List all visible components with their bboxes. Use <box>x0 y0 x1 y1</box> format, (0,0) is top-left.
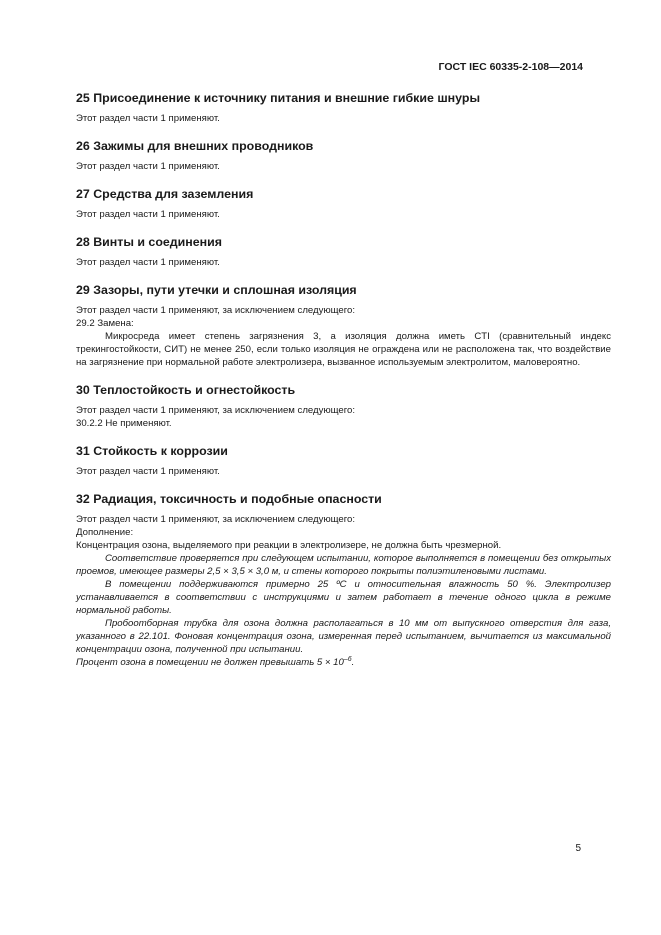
section-28 <box>76 234 582 269</box>
section-32 <box>76 491 611 669</box>
section-text: Этот раздел части 1 применяют. <box>76 257 220 268</box>
section-intro: Этот раздел части 1 применяют, за исключением следующего: <box>76 514 356 525</box>
document-content <box>76 90 611 682</box>
section-text: Этот раздел части 1 применяют. <box>76 209 220 220</box>
subclause-label: 29.2 Замена: <box>76 318 134 329</box>
subclause-label: 30.2.2 Не применяют. <box>76 418 172 429</box>
compliance-text: Соответствие проверяется при следующем испытании, которое выполняется в помещении без открытых проемов, имеющее размеры 2,5 × 3,5 × 3,0 м, и стены которого покрыты полиэтиленовыми листами. <box>76 553 611 577</box>
section-heading: 28 Винты и соединения <box>76 235 222 249</box>
section-27 <box>76 186 582 221</box>
section-heading: 31 Стойкость к коррозии <box>76 444 228 458</box>
section-intro: Этот раздел части 1 применяют, за исключением следующего: <box>76 305 356 316</box>
requirement-text: Концентрация озона, выделяемого при реакции в электролизере, не должна быть чрезмерной. <box>76 540 502 551</box>
section-30 <box>76 382 582 430</box>
limit-text <box>76 656 582 669</box>
section-intro: Этот раздел части 1 применяют, за исключением следующего: <box>76 405 356 416</box>
sampling-text: Пробоотборная трубка для озона должна располагаться в 10 мм от выпускного отверстия для газа, указанного в 22.101. Фоновая концентрация озона, измеренная перед испытанием, вычитается из максимальной концентрации озона, полученной при испытании. <box>76 618 611 655</box>
limit-text-end: . <box>351 657 355 668</box>
test-conditions-text: В помещении поддерживаются примерно 25 ºС и относительная влажность 50 %. Электролизер устанавливается в соответствии с инструкциями и затем работает в течение одного цикла в режиме нормальной работы. <box>76 579 611 616</box>
limit-text-main: Процент озона в помещении не должен превышать 5 × 10 <box>76 657 344 668</box>
section-heading: 29 Зазоры, пути утечки и сплошная изоляция <box>76 283 357 297</box>
section-heading: 26 Зажимы для внешних проводников <box>76 139 314 153</box>
subclause-label: Дополнение: <box>76 527 134 538</box>
section-26 <box>76 138 582 173</box>
section-body: Микросреда имеет степень загрязнения 3, а изоляция должна иметь CTI (сравнительный индекс трекингостойкости, СИТ) не менее 250, если только изоляция не ограждена или не расположена так, что воздействие на загрязнение при нормальной работе электролизера, вызванное используемым электролитом, маловероятно. <box>76 331 611 368</box>
section-text: Этот раздел части 1 применяют. <box>76 161 220 172</box>
section-heading: 32 Радиация, токсичность и подобные опасности <box>76 492 382 506</box>
section-heading: 27 Средства для заземления <box>76 187 254 201</box>
section-heading: 25 Присоединение к источнику питания и внешние гибкие шнуры <box>76 91 481 105</box>
section-text: Этот раздел части 1 применяют. <box>76 466 220 477</box>
section-25 <box>76 90 582 125</box>
standard-number: ГОСТ IEC 60335-2-108—2014 <box>438 61 583 73</box>
section-text: Этот раздел части 1 применяют. <box>76 113 220 124</box>
section-31 <box>76 443 582 478</box>
page-number: 5 <box>575 843 581 854</box>
section-29 <box>76 282 611 369</box>
limit-exponent: –6 <box>343 655 352 663</box>
section-heading: 30 Теплостойкость и огнестойкость <box>76 383 296 397</box>
